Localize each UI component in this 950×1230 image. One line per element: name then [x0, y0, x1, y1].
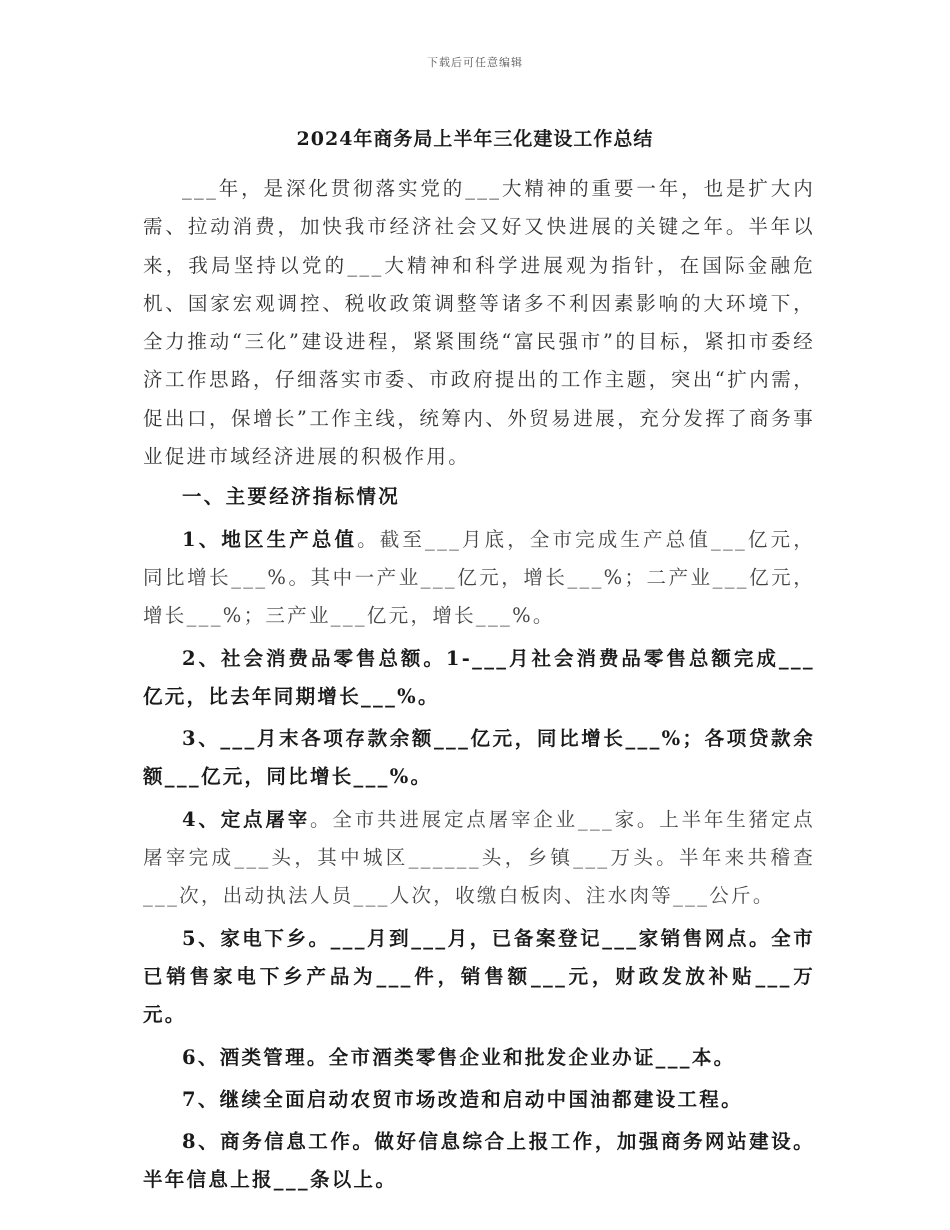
- item-text: 。截至___月底，全市完成生产总值___亿元，同比增长___%。其中一产业___亿元，增长___%；二产业___亿元，增长___%；三产业___亿元，增长___%。: [143, 527, 815, 628]
- intro-paragraph: ___年，是深化贯彻落实党的___大精神的重要一年，也是扩大内需、拉动消费，加快我市经济社会又好又快进展的关键之年。半年以来，我局坚持以党的___大精神和科学进展观为指针，在国际金融危机、国家宏观调控、税收政策调整等诸多不利因素影响的大环境下，全力推动“三化”建设进程，紧紧围绕“富民强市”的目标，紧扣市委经济工作思路，仔细落实市委、市政府提出的工作主题，突出“扩内需，促出口，保增长”工作主线，统筹内、外贸易进展，充分发挥了商务事业促进市域经济进展的积极作用。: [143, 177, 815, 469]
- item-appliances: [143, 920, 815, 1035]
- item-text: 。全市共进展定点屠宰企业___家。上半年生猪定点屠宰完成___头，其中城区______头，乡镇___万头。半年来共稽查___次，出动执法人员___人次，收缴白板肉、注水肉等___公斤。: [143, 807, 816, 908]
- item-lead: 2、社会消费品零售总额。1-___月社会消费品零售总额完成___亿元，比去年同期增长___%。: [143, 646, 815, 708]
- item-retail-sales: [143, 640, 815, 717]
- document-title: 2024年商务局上半年三化建设工作总结: [296, 128, 654, 150]
- item-lead: 7、继续全面启动农贸市场改造和启动中国油都建设工程。: [182, 1087, 743, 1111]
- item-lead: 5、家电下乡。___月到___月，已备案登记___家销售网点。全市已销售家电下乡产品为___件，销售额___元，财政发放补贴___万元。: [143, 926, 815, 1027]
- item-market-renovation: [143, 1081, 815, 1119]
- item-lead: 8、商务信息工作。做好信息综合上报工作，加强商务网站建设。半年信息上报___条以上。: [143, 1130, 815, 1192]
- item-lead: 4、定点屠宰: [182, 807, 311, 831]
- item-gdp: [143, 521, 815, 636]
- header-note: 下载后可任意编辑: [427, 56, 523, 69]
- section-heading: 一、主要经济指标情况: [182, 485, 401, 509]
- item-liquor: [143, 1039, 815, 1077]
- item-slaughter: [143, 801, 815, 916]
- item-deposits-loans: [143, 720, 815, 797]
- item-information: [143, 1123, 815, 1200]
- document-body: [143, 170, 815, 1200]
- item-lead: 6、酒类管理。全市酒类零售企业和批发企业办证___本。: [182, 1045, 736, 1069]
- item-lead: 3、___月末各项存款余额___亿元，同比增长___%；各项贷款余额___亿元，同比增长___%。: [143, 727, 815, 789]
- item-lead: 1、地区生产总值: [182, 527, 358, 551]
